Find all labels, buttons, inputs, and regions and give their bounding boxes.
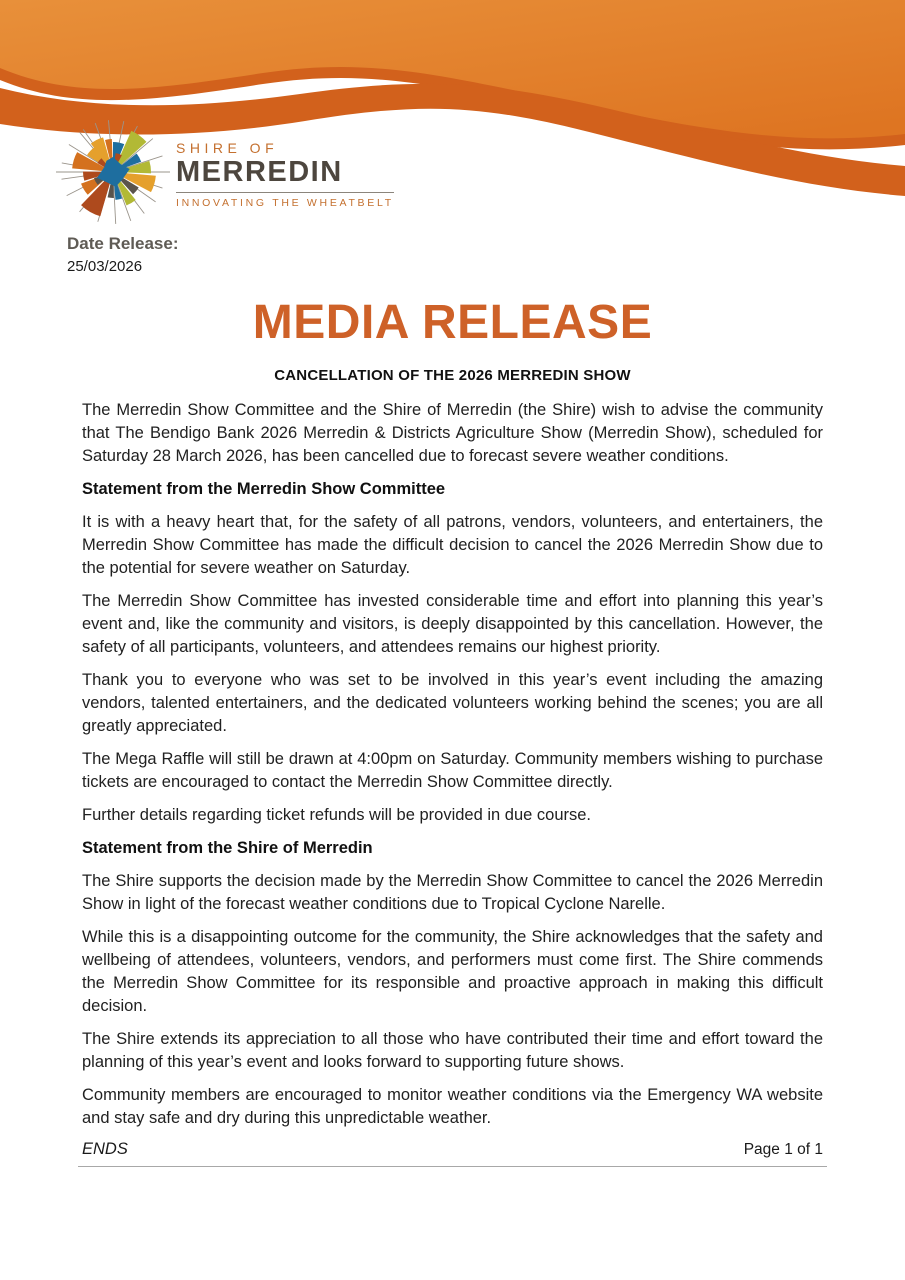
footer-row <box>82 1140 823 1159</box>
body-paragraph: Thank you to everyone who was set to be involved in this year’s event including the amazing vendors, talented entertainers, and the dedicated volunteers working behind the scenes; you are all greatly appreciated. <box>82 671 823 735</box>
section-heading: Statement from the Merredin Show Committee <box>82 480 446 498</box>
date-release-value: 25/03/2026 <box>67 258 143 275</box>
body-paragraph: It is with a heavy heart that, for the safety of all patrons, vendors, volunteers, and entertainers, the Merredin Show Committee has made the difficult decision to cancel the 2026 Merredin Show due to the potential for severe weather on Saturday. <box>82 513 823 577</box>
ends-marker: ENDS <box>82 1140 128 1158</box>
body-paragraph: While this is a disappointing outcome for the community, the Shire acknowledges that the safety and wellbeing of attendees, volunteers, vendors, and performers must come first. The Shire commends the Merredin Show Committee for its responsible and proactive approach in making this difficult decision. <box>82 928 823 1015</box>
section-heading: Statement from the Shire of Merredin <box>82 839 373 857</box>
body-paragraph: Further details regarding ticket refunds will be provided in due course. <box>82 806 592 824</box>
footer-divider <box>78 1166 827 1167</box>
date-release-block <box>67 234 905 275</box>
shire-of-merredin-logo <box>56 112 394 228</box>
body-paragraph: The Shire extends its appreciation to all those who have contributed their time and effort toward the planning of this year’s event and looks forward to supporting future shows. <box>82 1030 823 1071</box>
logo-text <box>176 112 394 209</box>
page-subtitle: CANCELLATION OF THE 2026 MERREDIN SHOW <box>274 367 631 384</box>
logo-tagline-text: INNOVATING THE WHEATBELT <box>176 197 394 210</box>
page-number: Page 1 of 1 <box>743 1141 823 1158</box>
body-paragraph: Community members are encouraged to monitor weather conditions via the Emergency WA website and stay safe and dry during this unpredictable weather. <box>82 1086 823 1127</box>
body-paragraph: The Merredin Show Committee has invested considerable time and effort into planning this year’s event and, like the community and visitors, is deeply disappointed by this cancellation. However, the safety of all participants, volunteers, and attendees remains our highest priority. <box>82 592 823 656</box>
body-paragraph: The Shire supports the decision made by the Merredin Show Committee to cancel the 2026 Merredin Show in light of the forecast weather conditions due to Tropical Cyclone Narelle. <box>82 872 823 913</box>
logo-shire-of-text: SHIRE OF <box>176 140 279 156</box>
date-release-label: Date Release: <box>67 234 179 253</box>
body-paragraph: The Mega Raffle will still be drawn at 4:00pm on Saturday. Community members wishing to purchase tickets are encouraged to contact the Merredin Show Committee directly. <box>82 750 823 791</box>
logo-merredin-text: MERREDIN <box>176 156 394 193</box>
page-title: MEDIA RELEASE <box>252 296 653 349</box>
document-body <box>82 399 823 1130</box>
pinwheel-logo-icon <box>56 112 170 228</box>
body-paragraph: The Merredin Show Committee and the Shire of Merredin (the Shire) wish to advise the community that The Bendigo Bank 2026 Merredin & Districts Agriculture Show (Merredin Show), scheduled for Saturday 28 March 2026, has been cancelled due to forecast severe weather conditions. <box>82 401 823 465</box>
